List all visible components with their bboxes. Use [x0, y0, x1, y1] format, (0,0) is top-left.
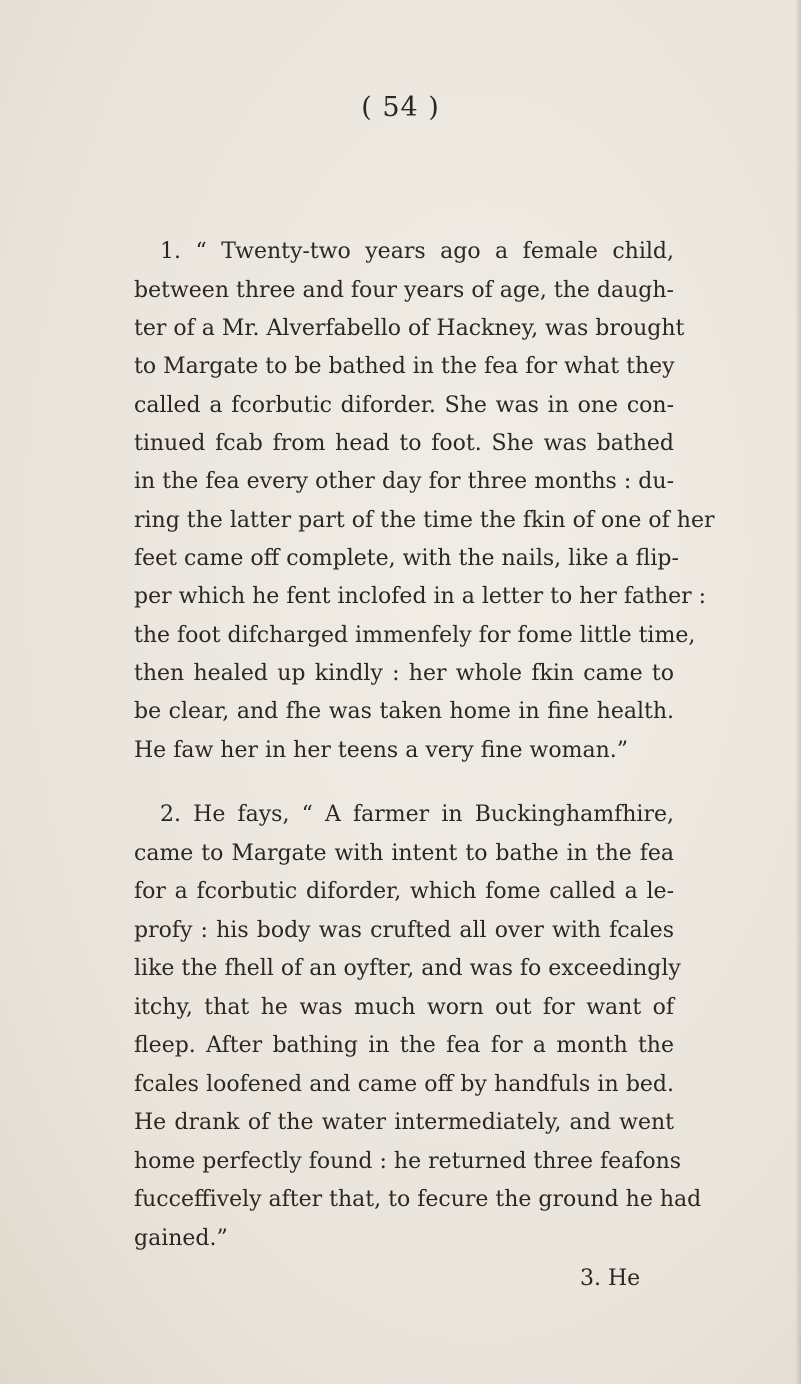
text-line: in the fea every other day for three months : du-	[134, 469, 674, 494]
text-line: for a fcorbutic diforder, which fome called a le-	[134, 879, 674, 904]
text-line: called a fcorbutic diforder. She was in one con-	[134, 393, 674, 418]
text-line: feet came off complete, with the nails, like a flip-	[134, 546, 679, 571]
text-line: 2. He fays, “ A farmer in Buckinghamfhire,	[160, 802, 674, 827]
text-line: ring the latter part of the time the fkin of one of her	[134, 508, 715, 533]
text-line: between three and four years of age, the daugh-	[134, 278, 674, 303]
text-line: itchy, that he was much worn out for want of	[134, 995, 674, 1020]
text-line: home perfectly found : he returned three feafons	[134, 1149, 682, 1174]
page-edge-shadow	[795, 0, 801, 1384]
text-line: the foot difcharged immenfely for fome little time,	[134, 623, 696, 648]
text-line: fucceffively after that, to fecure the ground he had	[134, 1187, 702, 1212]
text-line: He faw her in her teens a very fine woman.”	[134, 738, 629, 763]
text-line: came to Margate with intent to bathe in the fea	[134, 841, 674, 866]
text-line: like the fhell of an oyfter, and was fo exceedingly	[134, 956, 681, 981]
text-line: fleep. After bathing in the fea for a month the	[134, 1033, 674, 1058]
text-line: then healed up kindly : her whole fkin came to	[134, 661, 674, 686]
text-line: profy : his body was crufted all over with fcales	[134, 918, 674, 943]
text-line: ter of a Mr. Alverfabello of Hackney, was brought	[134, 316, 685, 341]
text-line: He drank of the water intermediately, and went	[134, 1110, 674, 1135]
text-line: gained.”	[134, 1226, 228, 1251]
catchword: 3. He	[580, 1266, 641, 1291]
text-line: per which he fent inclofed in a letter to her father :	[134, 584, 707, 609]
text-line: 1. “ Twenty-two years ago a female child,	[160, 239, 674, 264]
text-line: be clear, and fhe was taken home in fine health.	[134, 699, 674, 724]
text-line: fcales loofened and came off by handfuls in bed.	[134, 1072, 674, 1097]
text-line: to Margate to be bathed in the fea for what they	[134, 354, 675, 379]
text-line: tinued fcab from head to foot. She was bathed	[134, 431, 674, 456]
page-number: ( 54 )	[361, 92, 440, 123]
